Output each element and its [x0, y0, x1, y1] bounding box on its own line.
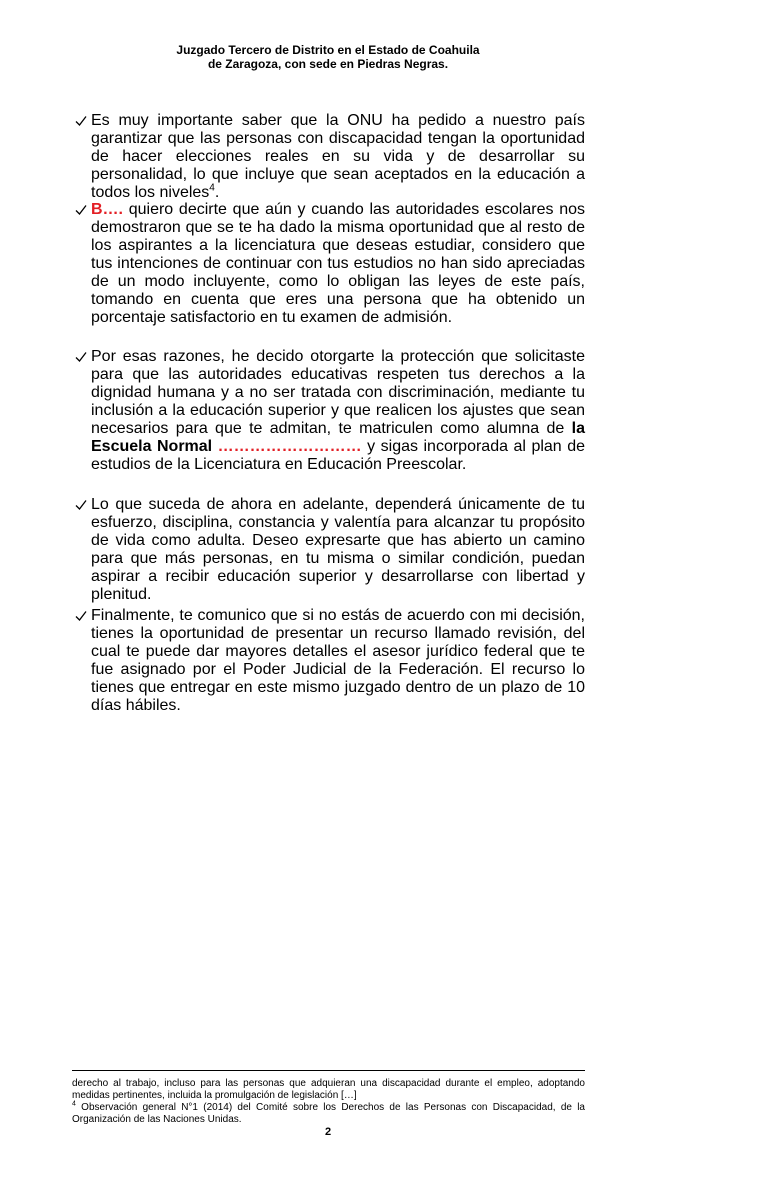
- school-name: la Escuela Normal: [91, 420, 585, 455]
- redacted-dots: ………………………: [217, 438, 362, 455]
- paragraph-text: [91, 348, 585, 474]
- paragraph-body: Por esas razones, he decido otorgarte la protección que solicitaste para que las autoridades educativas respeten tus derechos a la dignidad humana y a no ser tratada con discriminación, mediante tu inclusión a la educación superior y que realicen los ajustes que sean necesarios para que te admitan, te matriculen como alumna de: [91, 348, 585, 437]
- paragraph-item-1: [75, 112, 585, 202]
- paragraph-body-end: y sigas incorporada al plan de estudios de la Licenciatura en Educación Preescolar.: [91, 438, 586, 473]
- checkmark-icon: [75, 348, 89, 363]
- paragraph-text: Finalmente, te comunico que si no estás de acuerdo con mi decisión, tienes la oportunidad de presentar un recurso llamado revisión, del cual te puede dar mayores detalles el asesor jurídico federal que te fue asignado por el Poder Judicial de la Federación. El recurso lo tienes que entregar en este mismo juzgado dentro de un plazo de 10 días hábiles.: [91, 607, 585, 714]
- footnote-reference: 4: [209, 182, 215, 194]
- page-number: 2: [324, 1126, 332, 1138]
- paragraph-body: Es muy importante saber que la ONU ha pedido a nuestro país garantizar que las personas con discapacidad tengan la oportunidad de hacer elecciones reales en su vida y de desarrollar su personalidad, lo que incluye que sean aceptados en la educación a todos los niveles: [91, 112, 585, 201]
- paragraph-text: [91, 112, 585, 202]
- footnote-text: Observación general N°1 (2014) del Comité sobre los Derechos de las Personas con Discapacidad, de la Organización de las Naciones Unidas.: [72, 1102, 585, 1125]
- checkmark-icon: [75, 607, 89, 622]
- paragraph-item-3: [75, 348, 585, 474]
- paragraph-body: quiero decirte que aún y cuando las autoridades escolares nos demostraron que se te ha dado la misma oportunidad que al resto de los aspirantes a la licenciatura que deseas estudiar, considero que tus intenciones de continuar con tus estudios no han sido apreciadas de un modo incluyente, como lo obligan las leyes de este país, tomando en cuenta que eres una persona que ha obtenido un porcentaje satisfactorio en tu examen de admisión.: [91, 201, 585, 326]
- paragraph-item-4: [75, 496, 585, 604]
- footnote-4: [72, 1102, 585, 1126]
- checkmark-icon: [75, 496, 89, 511]
- court-header-line-1: Juzgado Tercero de Distrito en el Estado de Coahuila: [176, 43, 480, 57]
- court-header: [0, 43, 656, 71]
- paragraph-item-2: [75, 201, 585, 327]
- paragraph-end: .: [214, 184, 220, 201]
- paragraph-text: [91, 201, 585, 327]
- footnotes: [72, 1078, 585, 1126]
- footnote-number: 4: [72, 1100, 76, 1108]
- court-header-line-2: de Zaragoza, con sede en Piedras Negras.: [207, 57, 449, 71]
- footnote-separator: [72, 1070, 585, 1071]
- checkmark-icon: [75, 201, 89, 216]
- footnote-continuation: derecho al trabajo, incluso para las personas que adquieran una discapacidad durante el empleo, adoptando medidas pertinentes, incluida la promulgación de legislación […]: [72, 1078, 585, 1101]
- paragraph-item-5: [75, 607, 585, 715]
- checkmark-icon: [75, 112, 89, 127]
- addressee-name: B….: [91, 201, 123, 218]
- paragraph-text: Lo que suceda de ahora en adelante, dependerá únicamente de tu esfuerzo, disciplina, constancia y valentía para alcanzar tu propósito de vida como adulta. Deseo expresarte que has abierto un camino para que más personas, en tu misma o similar condición, puedan aspirar a recibir educación superior y desarrollarse con libertad y plenitud.: [91, 496, 585, 603]
